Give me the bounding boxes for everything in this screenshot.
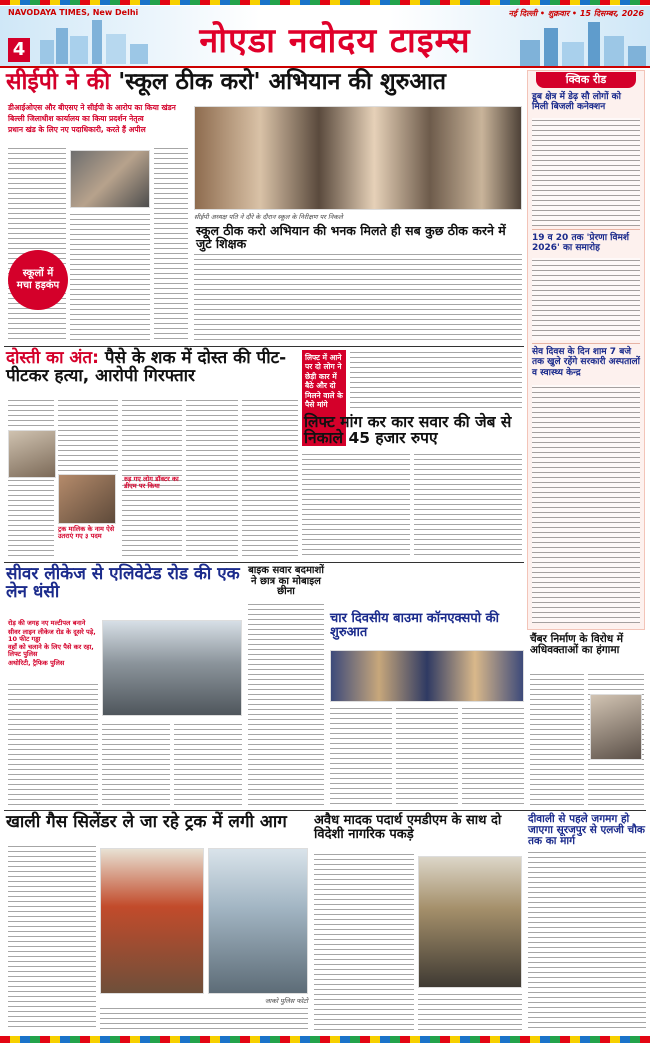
story7-headline: चैंबर निर्माण के विरोध में अधिवक्ताओं का हंगामा	[530, 633, 624, 657]
story1-bullet: प्रधान खंड के लिए नए पदाधिकारी, करते हैं अपील	[8, 124, 146, 134]
story4-bullet: वहाँ को चलाने के लिए पैसे कर रहा, लिफ्ट पुलिस	[8, 643, 94, 659]
story2-headline-red: दोस्ती का अंत:	[6, 348, 99, 368]
story9-headline: अवैध मादक पदार्थ एमडीएम के साथ दो विदेशी नागरिक पकड़े	[314, 813, 502, 842]
story2-body-col5	[242, 398, 298, 558]
story2-body-col1	[8, 398, 54, 558]
story8-photo-truck	[100, 848, 204, 994]
story6-headline: चार दिवसीय बाउमा कॉनएक्सपो की शुरुआत	[330, 611, 499, 640]
story1-body-col1	[8, 146, 66, 342]
story4-body-col3	[174, 722, 242, 806]
story2-photo-accused	[58, 474, 116, 524]
quick-read-item-title: 19 व 20 तक 'प्रेरणा विमर्श 2026' का समारोह	[532, 233, 629, 254]
story-rule	[4, 346, 524, 347]
bottom-color-strip	[0, 1036, 650, 1043]
story-rule	[4, 810, 646, 811]
story9-body-col1	[314, 852, 414, 1032]
story6-body-col1	[330, 706, 392, 806]
story8-body-col2	[100, 1006, 308, 1030]
story10-headline: दीवाली से पहले जगमग हो जाएगा सूरजपुर से एलजी चौक तक का मार्ग	[528, 813, 645, 848]
paper-name-logo: नोएडा नवोदय टाइम्स	[199, 21, 471, 61]
dateline: नई दिल्ली • शुक्रवार • 15 दिसम्बर, 2026	[508, 9, 644, 18]
story1-caption: सीईपी अध्यक्ष पति ने दौरे के दौरान स्कूल के निरीक्षण पर निकले	[194, 213, 343, 221]
skyline-left-illustration	[40, 10, 150, 64]
story1-photo-small	[70, 150, 150, 208]
story4-bullets	[8, 620, 98, 667]
story1-photo-main	[194, 106, 522, 210]
story1-bullets	[8, 104, 188, 134]
skyline-right-illustration	[520, 22, 646, 66]
story8-photo-fire	[208, 848, 308, 994]
story1-badge: स्कूलों में मचा हड़कंप	[8, 250, 68, 310]
story3-headline: लिफ्ट मांग कर कार सवार की जेब से निकाले 45 हजार रुपए	[304, 413, 512, 448]
quick-read-item-body	[532, 258, 640, 340]
story4-bullet: रोड़ की जगह नए मल्टीपल बनाने	[8, 619, 86, 627]
story9-photo	[418, 856, 522, 988]
edition-label: NAVODAYA TIMES, New Delhi	[8, 8, 139, 17]
story-rule	[4, 562, 524, 563]
story4-headline: सीवर लीकेज से एलिवेटेड रोड की एक लेन धंसी	[6, 564, 240, 602]
quick-read-rule	[532, 229, 640, 230]
story1-body-col3	[154, 146, 188, 342]
story8-caption: जाको पुलिस फोटो	[264, 997, 308, 1005]
quick-read-label: क्विक रीड	[536, 72, 636, 88]
story3-body-col2	[414, 452, 522, 558]
story1-headline-black: 'स्कूल ठीक करो' अभियान की शुरुआत	[118, 69, 446, 95]
story3-body-col1	[302, 452, 410, 558]
story2-inline-box: ट्रक मालिक के नाम ऐसे उतराएं गए ३ पदम	[58, 525, 115, 540]
story1-sub-headline: स्कूल ठीक करो अभियान की भनक मिलते ही सब कुछ ठीक करने में जुटे शिक्षक	[196, 223, 506, 252]
quick-read-item-title: डूब क्षेत्र में डेढ़ सौ लोगों को मिली बिजली कनेक्शन	[532, 92, 621, 113]
quick-read-rule	[532, 343, 640, 344]
top-color-strip	[0, 0, 650, 5]
story1-bullet: बिल्ली जिलाधीश कार्यालय का किया प्रदर्शन नेतृत्व	[8, 113, 144, 123]
story2-headline	[6, 350, 296, 386]
quick-read-item-title: सेव दिवस के दिन शाम 7 बजे तक खुले रहेंगे सरकारी अस्पतालों व स्वास्थ्य केन्द्र	[532, 347, 640, 378]
masthead-rule	[0, 66, 650, 68]
quick-read-item-body	[532, 385, 640, 623]
story1-headline-red: सीईपी ने की	[6, 69, 111, 95]
story2-body-col4	[186, 398, 238, 558]
story3-side-box: लिफ्ट में आने पर दो लोग ने छेड़ी कार में बैठे और दो मिलने वाले के पैसे मांगे	[302, 350, 346, 446]
story1-body-col2	[70, 212, 150, 342]
story10-body	[528, 850, 646, 1032]
story4-body-col1	[8, 682, 98, 806]
story4-photo-road	[102, 620, 242, 716]
story2-sub-inline: रुड़ गए लोग डॉक्टर का डीएम पर किया	[124, 475, 179, 490]
story5-body	[248, 602, 324, 806]
story2-photo-victim	[8, 430, 56, 478]
story5-headline: बाइक सवार बदमाशों ने छात्र का मोबाइल छीना	[248, 565, 324, 597]
story2-headline-black: पैसे के शक में दोस्त की पीट-पीटकर हत्या, आरोपी गिरफ्तार	[6, 348, 287, 386]
story4-bullet: अथोरिटी, ट्रैफिक पुलिस	[8, 659, 65, 668]
page-number-badge: 4	[8, 38, 30, 62]
story1-bullet: डीआईओएस और बीएसए ने सीईपी के आरोप का किया खंडन	[8, 103, 176, 112]
story6-body-col2	[396, 706, 458, 806]
quick-read-item-body	[532, 118, 640, 226]
story8-body-col1	[8, 844, 96, 1030]
story1-sub-body	[194, 252, 522, 342]
story3-intro-text	[350, 350, 522, 410]
story6-body-col3	[462, 706, 524, 806]
story6-photo	[330, 650, 524, 702]
story2-body-col2	[58, 398, 118, 472]
story8-headline: खाली गैस सिलेंडर ले जा रहे ट्रक में लगी आग	[6, 812, 287, 832]
story4-bullet: सीवर लाइन लीकेज रोड के दूसरे पड़े, 10 फीट गड्ढा	[8, 627, 96, 643]
story9-body-col2	[418, 992, 522, 1032]
story7-body-col1	[530, 672, 584, 806]
story1-headline	[6, 70, 524, 94]
story7-photo	[590, 694, 642, 760]
story4-body-col2	[102, 722, 170, 806]
